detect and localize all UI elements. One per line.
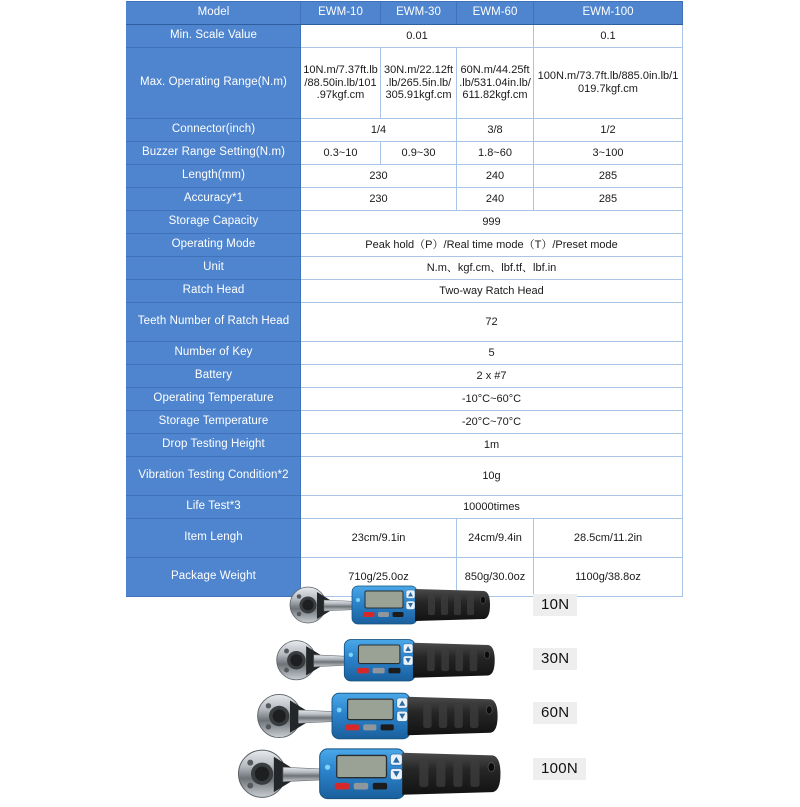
table-cell: 1100g/38.8oz <box>534 558 683 597</box>
product-label-60n: 60N <box>533 702 577 724</box>
table-cell: 710g/25.0oz <box>301 558 457 597</box>
row-label: Operating Temperature <box>127 388 301 411</box>
table-row <box>127 25 683 48</box>
product-image-30n <box>268 633 497 688</box>
row-label: Storage Capacity <box>127 211 301 234</box>
table-row <box>127 211 683 234</box>
table-cell: 10000times <box>301 496 683 519</box>
table-row <box>127 519 683 558</box>
table-row <box>127 119 683 142</box>
column-header-ewm-10: EWM-10 <box>301 2 381 25</box>
table-cell: -10°C~60°C <box>301 388 683 411</box>
product-image-gallery <box>0 578 800 800</box>
table-cell: 10g <box>301 457 683 496</box>
column-header-ewm-100: EWM-100 <box>534 2 683 25</box>
product-image-10n <box>282 580 492 630</box>
table-cell: 2 x #7 <box>301 365 683 388</box>
table-cell: 850g/30.0oz <box>457 558 534 597</box>
product-label-30n: 30N <box>533 648 577 670</box>
table-cell: 0.01 <box>301 25 534 48</box>
row-label: Item Lengh <box>127 519 301 558</box>
table-cell: 230 <box>301 165 457 188</box>
row-label: Life Test*3 <box>127 496 301 519</box>
row-label: Buzzer Range Setting(N.m) <box>127 142 301 165</box>
table-cell: 0.1 <box>534 25 683 48</box>
table-row <box>127 188 683 211</box>
table-header-row <box>127 2 683 25</box>
row-label: Max. Operating Range(N.m) <box>127 48 301 119</box>
table-row <box>127 280 683 303</box>
table-cell: 30N.m/22.12ft.lb/265.5in.lb/305.91kgf.cm <box>381 48 457 119</box>
column-header-ewm-60: EWM-60 <box>457 2 534 25</box>
column-header-model: Model <box>127 2 301 25</box>
table-row <box>127 142 683 165</box>
table-cell: 1/2 <box>534 119 683 142</box>
table-row <box>127 388 683 411</box>
product-image-60n <box>248 686 500 746</box>
table-row <box>127 411 683 434</box>
row-label: Storage Temperature <box>127 411 301 434</box>
row-label: Accuracy*1 <box>127 188 301 211</box>
table-cell: 100N.m/73.7ft.lb/885.0in.lb/1019.7kgf.cm <box>534 48 683 119</box>
table-cell: 0.3~10 <box>301 142 381 165</box>
table-cell: 72 <box>301 303 683 342</box>
table-cell: 60N.m/44.25ft.lb/531.04in.lb/611.82kgf.cm <box>457 48 534 119</box>
table-cell: Peak hold（P）/Real time mode（T）/Preset mode <box>301 234 683 257</box>
table-cell: 230 <box>301 188 457 211</box>
table-cell: Two-way Ratch Head <box>301 280 683 303</box>
row-label: Vibration Testing Condition*2 <box>127 457 301 496</box>
column-header-ewm-30: EWM-30 <box>381 2 457 25</box>
row-label: Unit <box>127 257 301 280</box>
table-cell: 3/8 <box>457 119 534 142</box>
specification-table-container <box>126 1 682 597</box>
table-cell: 1.8~60 <box>457 142 534 165</box>
table-cell: N.m、kgf.cm、lbf.tf、lbf.in <box>301 257 683 280</box>
table-cell: 0.9~30 <box>381 142 457 165</box>
table-row <box>127 257 683 280</box>
table-cell: 28.5cm/11.2in <box>534 519 683 558</box>
table-row <box>127 165 683 188</box>
table-row <box>127 48 683 119</box>
row-label: Teeth Number of Ratch Head <box>127 303 301 342</box>
table-row <box>127 496 683 519</box>
row-label: Length(mm) <box>127 165 301 188</box>
table-cell: 5 <box>301 342 683 365</box>
row-label: Connector(inch) <box>127 119 301 142</box>
table-row <box>127 457 683 496</box>
product-label-10n: 10N <box>533 594 577 616</box>
table-cell: 10N.m/7.37ft.lb/88.50in.lb/101.97kgf.cm <box>301 48 381 119</box>
row-label: Battery <box>127 365 301 388</box>
table-cell: 23cm/9.1in <box>301 519 457 558</box>
table-row <box>127 365 683 388</box>
product-label-100n: 100N <box>533 758 586 780</box>
row-label: Package Weight <box>127 558 301 597</box>
table-cell: 24cm/9.4in <box>457 519 534 558</box>
table-cell: 285 <box>534 188 683 211</box>
row-label: Ratch Head <box>127 280 301 303</box>
table-cell: 240 <box>457 188 534 211</box>
table-cell: 1m <box>301 434 683 457</box>
table-cell: 240 <box>457 165 534 188</box>
table-cell: -20°C~70°C <box>301 411 683 434</box>
product-image-100n <box>228 741 503 807</box>
table-cell: 285 <box>534 165 683 188</box>
table-cell: 3~100 <box>534 142 683 165</box>
row-label: Min. Scale Value <box>127 25 301 48</box>
table-row <box>127 234 683 257</box>
table-cell: 1/4 <box>301 119 457 142</box>
table-row <box>127 303 683 342</box>
table-cell: 999 <box>301 211 683 234</box>
row-label: Number of Key <box>127 342 301 365</box>
table-row <box>127 434 683 457</box>
specification-table <box>126 1 683 597</box>
table-row <box>127 342 683 365</box>
row-label: Operating Mode <box>127 234 301 257</box>
row-label: Drop Testing Height <box>127 434 301 457</box>
